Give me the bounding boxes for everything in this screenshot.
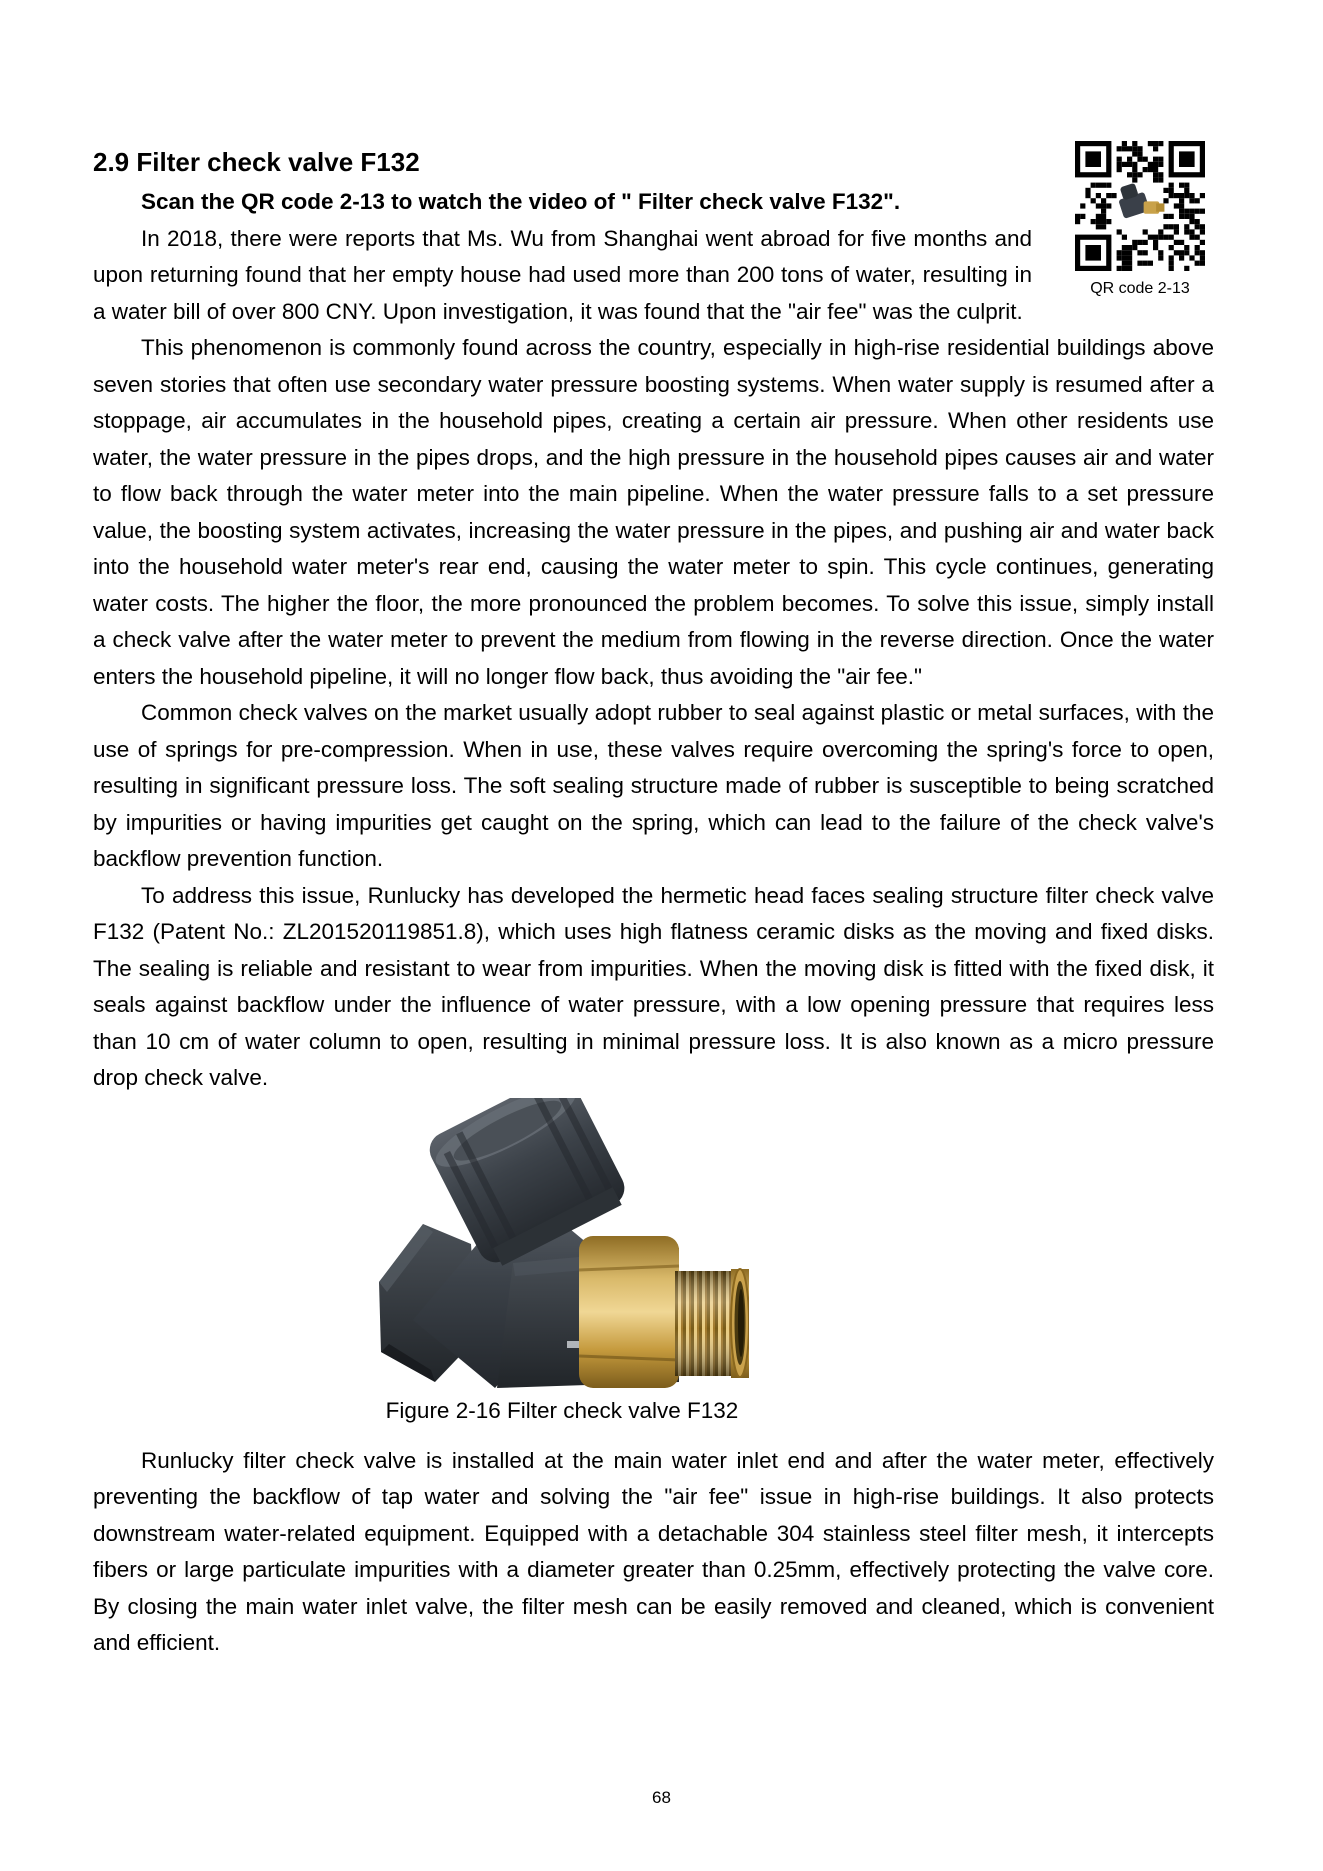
figure-block [347,1098,777,1421]
section-heading: 2.9 Filter check valve F132 [93,147,420,177]
paragraph-installation: Runlucky filter check valve is installed at the main water inlet end and after the water meter, effectively preventing the backflow of tap water and solving the "air fee" issue in high-rise buildings. It also protects downstream water-related equipment. Equipped with a detachable 304 stainless steel filter mesh, it intercepts fibers or large particulate impurities with a diameter greater than 0.25mm, effectively protecting the valve core. By closing the main water inlet valve, the filter mesh can be easily removed and cleaned, which is convenient and efficient. [93,1447,1214,1655]
page-number: 68 [652,1788,671,1807]
brass-union-nut [579,1236,679,1388]
filter-check-valve-photo [373,1098,749,1388]
figure-caption: Figure 2-16 Filter check valve F132 [385,1397,739,1423]
qr-code-block [1072,141,1208,299]
qr-code-image [1075,141,1205,271]
paragraph-runlucky-f132: To address this issue, Runlucky has developed the hermetic head faces sealing structure filter check valve F132 (Patent No.: ZL201520119851.8), which uses high flatness ceramic disks as the moving and fixed disks. The sealing is reliable and resistant to wear from impurities. When the moving disk is fitted with the fixed disk, it seals against backflow under the influence of water pressure, with a low opening pressure that requires less than 10 cm of water column to open, resulting in minimal pressure loss. It is also known as a micro pressure drop check valve. [93,882,1214,1090]
paragraph-common-check-valves: Common check valves on the market usually adopt rubber to seal against plastic or metal surfaces, with the use of springs for pre-compression. When in use, these valves require overcoming the spring's force to open, resulting in significant pressure loss. The soft sealing structure made of rubber is susceptible to being scratched by impurities or having impurities get caught on the spring, which can lead to the failure of the check valve's backflow prevention function. [93,700,1214,871]
paragraph-phenomenon: This phenomenon is commonly found across the country, especially in high-rise residential buildings above seven stories that often use secondary water pressure boosting systems. When water supply is resumed after a stoppage, air accumulates in the household pipes, creating a certain air pressure. When other residents use water, the water pressure in the pipes drops, and the high pressure in the household pipes causes air and water to flow back through the water meter into the main pipeline. When the water pressure falls to a set pressure value, the boosting system activates, increasing the water pressure in the pipes, and pushing air and water back into the household water meter's rear end, causing the water meter to spin. This cycle continues, generating water costs. The higher the floor, the more pronounced the problem becomes. To solve this issue, simply install a check valve after the water meter to prevent the medium from flowing in the reverse direction. Once the water enters the household pipeline, it will no longer flow back, thus avoiding the "air fee." [93,335,1214,689]
paragraph-air-fee-story: In 2018, there were reports that Ms. Wu from Shanghai went abroad for five months and upon returning found that her empty house had used more than 200 tons of water, resulting in a water bill of over 800 CNY. Upon investigation, it was found that the "air fee" was the culprit. [93,225,1032,324]
qr-caption: QR code 2-13 [1090,280,1190,297]
scan-instruction: Scan the QR code 2-13 to watch the video of " Filter check valve F132". [141,189,901,214]
